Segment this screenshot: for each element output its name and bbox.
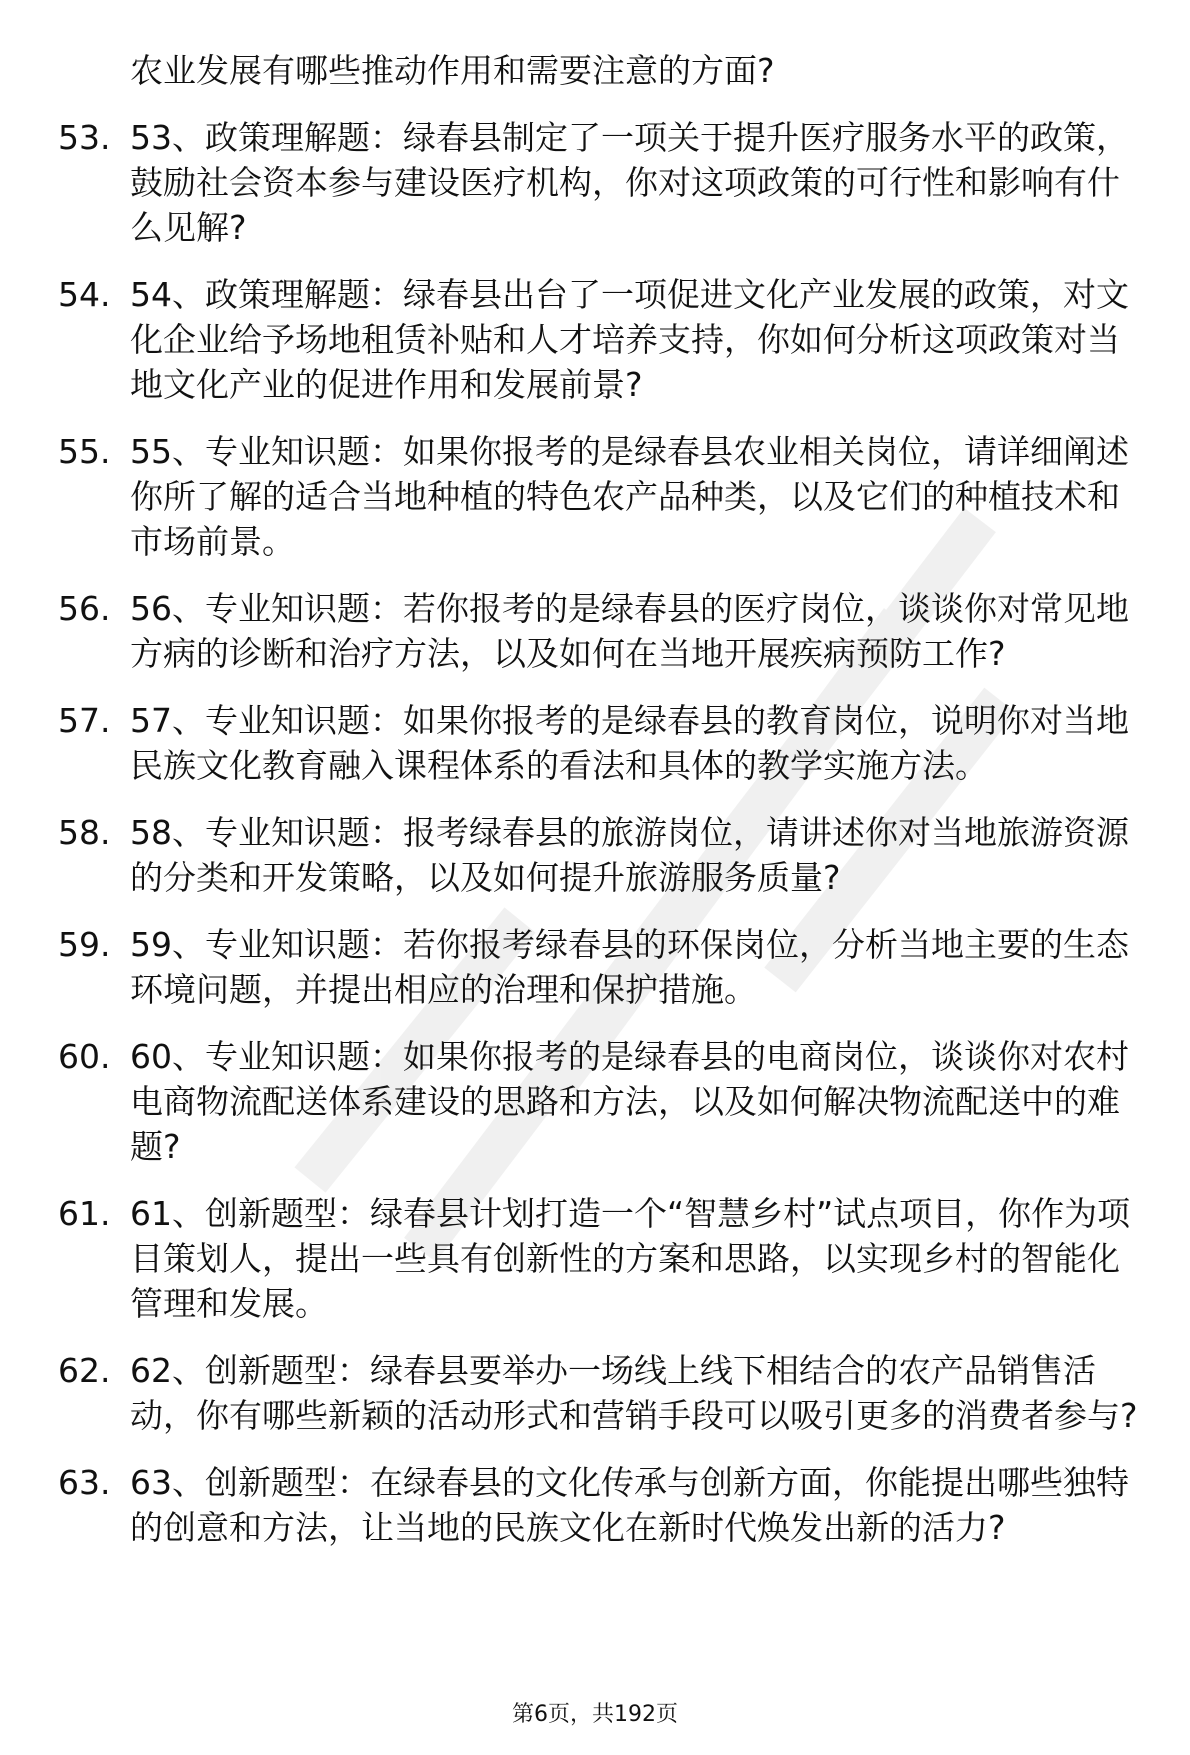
item-text: 59、专业知识题：若你报考绿春县的环保岗位，分析当地主要的生态环境问题，并提出相应的治理和保护措施。 (130, 925, 1129, 1009)
question-list (0, 48, 1190, 1572)
list-item (0, 586, 1190, 676)
list-item (0, 115, 1190, 250)
item-number: 58. (58, 813, 111, 852)
item-number: 61. (58, 1194, 111, 1233)
item-number: 57. (58, 701, 111, 740)
list-item (0, 272, 1190, 407)
list-item (0, 922, 1190, 1012)
list-item (0, 1034, 1190, 1169)
item-number: 53. (58, 118, 111, 157)
item-text: 农业发展有哪些推动作用和需要注意的方面? (130, 51, 775, 90)
item-text: 55、专业知识题：如果你报考的是绿春县农业相关岗位，请详细阐述你所了解的适合当地种植的特色农产品种类，以及它们的种植技术和市场前景。 (130, 432, 1129, 561)
item-number: 63. (58, 1463, 111, 1502)
item-text: 60、专业知识题：如果你报考的是绿春县的电商岗位，谈谈你对农村电商物流配送体系建设的思路和方法，以及如何解决物流配送中的难题? (130, 1037, 1129, 1166)
item-number: 55. (58, 432, 111, 471)
item-number: 54. (58, 275, 111, 314)
list-item (0, 429, 1190, 564)
list-item (0, 698, 1190, 788)
item-text: 62、创新题型：绿春县要举办一场线上线下相结合的农产品销售活动，你有哪些新颖的活动形式和营销手段可以吸引更多的消费者参与? (130, 1351, 1138, 1435)
item-text: 61、创新题型：绿春县计划打造一个“智慧乡村”试点项目，你作为项目策划人，提出一些具有创新性的方案和思路，以实现乡村的智能化管理和发展。 (130, 1194, 1131, 1323)
item-number: 59. (58, 925, 111, 964)
list-item (0, 1460, 1190, 1550)
item-text: 57、专业知识题：如果你报考的是绿春县的教育岗位，说明你对当地民族文化教育融入课程体系的看法和具体的教学实施方法。 (130, 701, 1129, 785)
item-number: 56. (58, 589, 111, 628)
item-text: 53、政策理解题：绿春县制定了一项关于提升医疗服务水平的政策，鼓励社会资本参与建设医疗机构，你对这项政策的可行性和影响有什么见解? (130, 118, 1129, 247)
item-text: 63、创新题型：在绿春县的文化传承与创新方面，你能提出哪些独特的创意和方法，让当地的民族文化在新时代焕发出新的活力? (130, 1463, 1129, 1547)
item-number: 62. (58, 1351, 111, 1390)
list-item (0, 1348, 1190, 1438)
page-number-footer: 第6页，共192页 (512, 1702, 678, 1727)
list-item (0, 1191, 1190, 1326)
list-item (0, 48, 1190, 93)
item-number: 60. (58, 1037, 111, 1076)
item-text: 56、专业知识题：若你报考的是绿春县的医疗岗位，谈谈你对常见地方病的诊断和治疗方法，以及如何在当地开展疾病预防工作? (130, 589, 1129, 673)
item-text: 58、专业知识题：报考绿春县的旅游岗位，请讲述你对当地旅游资源的分类和开发策略，以及如何提升旅游服务质量? (130, 813, 1129, 897)
list-item (0, 810, 1190, 900)
item-text: 54、政策理解题：绿春县出台了一项促进文化产业发展的政策，对文化企业给予场地租赁补贴和人才培养支持，你如何分析这项政策对当地文化产业的促进作用和发展前景? (130, 275, 1129, 404)
